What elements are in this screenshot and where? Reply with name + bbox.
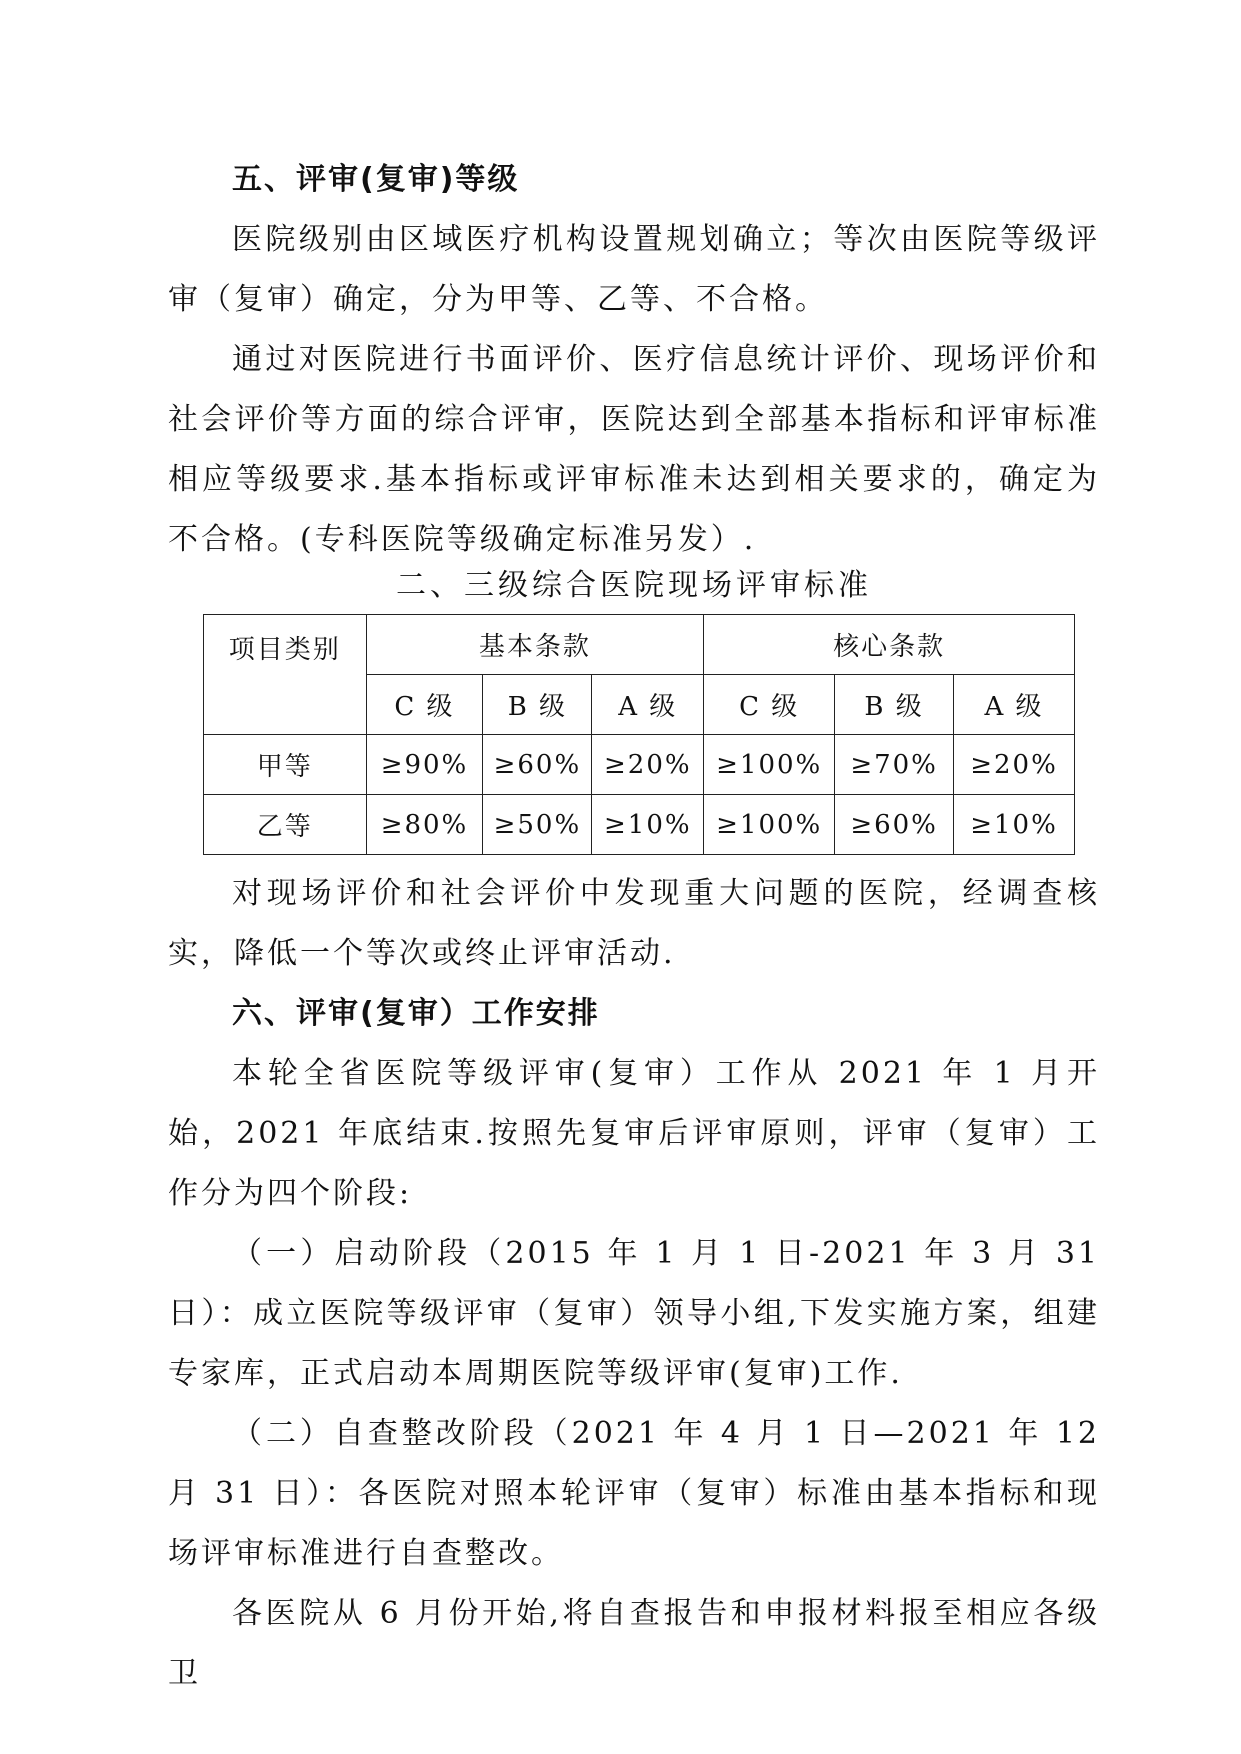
table-cell: ≥90%	[366, 735, 483, 795]
level-cell: C 级	[704, 675, 835, 735]
table-cell: ≥10%	[954, 795, 1075, 855]
review-standards-table	[203, 614, 1075, 855]
after-table-paragraph: 对现场评价和社会评价中发现重大问题的医院，经调查核实，降低一个等次或终止评审活动.	[168, 876, 1100, 971]
table-cell: ≥80%	[366, 795, 483, 855]
level-cell: A 级	[954, 675, 1075, 735]
header-basic-clauses: 基本条款	[366, 615, 704, 675]
section-6-heading: 六、评审(复审）工作安排	[232, 996, 600, 1031]
row-label: 甲等	[204, 735, 367, 795]
level-cell: B 级	[835, 675, 954, 735]
section-6-paragraph-1: 本轮全省医院等级评审(复审）工作从 2021 年 1 月开始，2021 年底结束.按照先复审后评审原则，评审（复审）工作分为四个阶段:	[168, 1056, 1100, 1211]
table-header-row	[204, 615, 1075, 675]
section-6-paragraph-4: 各医院从 6 月份开始,将自查报告和申报材料报至相应各级卫	[168, 1596, 1100, 1691]
level-cell: B 级	[483, 675, 592, 735]
section-5-paragraph-1: 医院级别由区域医疗机构设置规划确立；等次由医院等级评审（复审）确定，分为甲等、乙等、不合格。	[168, 222, 1100, 317]
table-cell: ≥50%	[483, 795, 592, 855]
table-cell: ≥20%	[592, 735, 704, 795]
table-title: 二、三级综合医院现场评审标准	[396, 568, 872, 603]
table-cell: ≥100%	[704, 735, 835, 795]
row-label: 乙等	[204, 795, 367, 855]
level-cell: A 级	[592, 675, 704, 735]
table-row	[204, 795, 1075, 855]
table-cell: ≥10%	[592, 795, 704, 855]
level-cell: C 级	[366, 675, 483, 735]
table-cell: ≥60%	[835, 795, 954, 855]
header-category: 项目类别	[204, 615, 367, 735]
table-cell: ≥20%	[954, 735, 1075, 795]
table-cell: ≥60%	[483, 735, 592, 795]
section-5-heading: 五、评审(复审)等级	[232, 162, 520, 197]
section-5-paragraph-2: 通过对医院进行书面评价、医疗信息统计评价、现场评价和社会评价等方面的综合评审，医院达到全部基本指标和评审标准相应等级要求.基本指标或评审标准未达到相关要求的，确定为不合格。(专科医院等级确定标准另发）.	[168, 342, 1100, 557]
header-core-clauses: 核心条款	[704, 615, 1075, 675]
table-cell: ≥70%	[835, 735, 954, 795]
table-row	[204, 735, 1075, 795]
section-6	[168, 864, 1100, 1704]
section-6-paragraph-3: （二）自查整改阶段（2021 年 4 月 1 日—2021 年 12 月 31 日）：各医院对照本轮评审（复审）标准由基本指标和现场评审标准进行自查整改。	[168, 1416, 1100, 1571]
section-6-paragraph-2: （一）启动阶段（2015 年 1 月 1 日-2021 年 3 月 31 日）：成立医院等级评审（复审）领导小组,下发实施方案，组建专家库，正式启动本周期医院等级评审(复审)工作.	[168, 1236, 1100, 1391]
table-cell: ≥100%	[704, 795, 835, 855]
section-5	[168, 150, 1100, 570]
